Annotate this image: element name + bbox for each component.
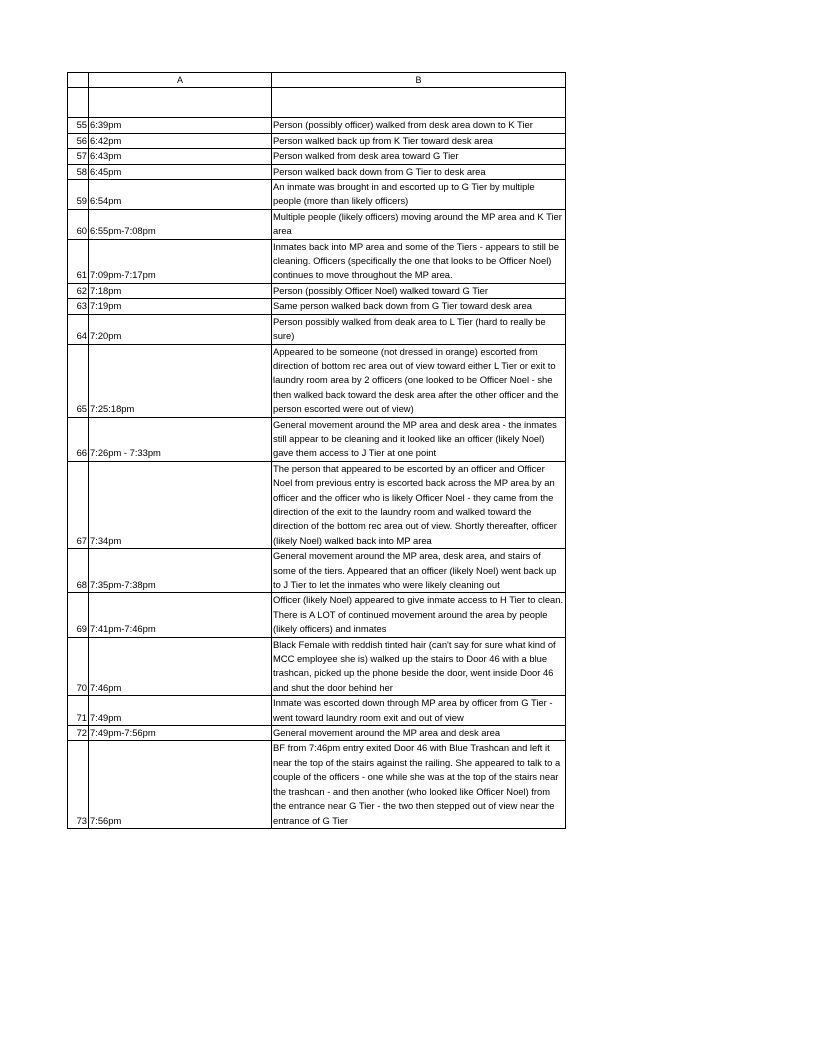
time-cell[interactable]: 7:19pm [89, 299, 272, 314]
description-cell[interactable]: Black Female with reddish tinted hair (can't say for sure what kind of MCC employee she is) walked up the stairs to Door 46 with a blue trashcan, picked up the phone beside the door, went inside Door 46 and shut the door behind her [272, 637, 566, 696]
row-number-cell[interactable]: 58 [68, 164, 89, 179]
time-cell[interactable]: 6:39pm [89, 118, 272, 133]
time-cell[interactable]: 6:42pm [89, 133, 272, 148]
row-number-cell[interactable]: 66 [68, 417, 89, 461]
table-row [68, 133, 566, 148]
time-cell[interactable]: 7:25:18pm [89, 344, 272, 417]
description-cell[interactable]: Person walked back down from G Tier to desk area [272, 164, 566, 179]
row-number-cell[interactable]: 55 [68, 118, 89, 133]
row-number-cell[interactable]: 70 [68, 637, 89, 696]
description-cell[interactable]: The person that appeared to be escorted by an officer and Officer Noel from previous entry is escorted back across the MP area by an officer and the officer who is likely Officer Noel - they came from the direction of the exit to the laundry room and walked toward the direction of the bottom rec area out of view. Shortly thereafter, officer (likely Noel) walked back into MP area [272, 461, 566, 548]
table-row [68, 149, 566, 164]
row-number-cell[interactable]: 68 [68, 549, 89, 593]
description-cell[interactable]: Person (possibly Officer Noel) walked toward G Tier [272, 283, 566, 298]
row-number-cell[interactable]: 69 [68, 593, 89, 637]
row-number-cell[interactable]: 56 [68, 133, 89, 148]
description-cell[interactable]: Inmates back into MP area and some of the Tiers - appears to still be cleaning. Officers (specifically the one that looks to be Officer Noel) continues to move throughout the MP area. [272, 239, 566, 283]
time-cell[interactable]: 7:09pm-7:17pm [89, 239, 272, 283]
row-number-cell[interactable]: 72 [68, 726, 89, 741]
description-cell[interactable]: Appeared to be someone (not dressed in orange) escorted from direction of bottom rec area out of view toward either L Tier or exit to laundry room area by 2 officers (one looked to be Officer Noel - she then walked back toward the desk area after the other officer and the person escorted were out of view) [272, 344, 566, 417]
blank-row-number[interactable] [68, 88, 89, 118]
row-number-cell[interactable]: 65 [68, 344, 89, 417]
time-cell[interactable]: 7:20pm [89, 314, 272, 344]
table-row [68, 637, 566, 696]
time-cell[interactable]: 6:55pm-7:08pm [89, 209, 272, 239]
table-row [68, 593, 566, 637]
blank-cell-a[interactable] [89, 88, 272, 118]
row-number-cell[interactable]: 71 [68, 696, 89, 726]
time-cell[interactable]: 6:43pm [89, 149, 272, 164]
description-cell[interactable]: Same person walked back down from G Tier toward desk area [272, 299, 566, 314]
row-number-cell[interactable]: 64 [68, 314, 89, 344]
table-row [68, 417, 566, 461]
table-row [68, 209, 566, 239]
description-cell[interactable]: Person walked from desk area toward G Tier [272, 149, 566, 164]
table-row [68, 299, 566, 314]
time-cell[interactable]: 6:45pm [89, 164, 272, 179]
time-cell[interactable]: 7:26pm - 7:33pm [89, 417, 272, 461]
time-cell[interactable]: 6:54pm [89, 180, 272, 210]
table-row [68, 283, 566, 298]
corner-cell[interactable] [68, 73, 89, 88]
table-row [68, 344, 566, 417]
description-cell[interactable]: BF from 7:46pm entry exited Door 46 with Blue Trashcan and left it near the top of the stairs against the railing. She appeared to talk to a couple of the officers - one while she was at the top of the stairs near the trashcan - and then another (who looked like Officer Noel) from the entrance near G Tier - the two then stepped out of view near the entrance of G Tier [272, 741, 566, 828]
table-row [68, 461, 566, 548]
table-row [68, 180, 566, 210]
time-cell[interactable]: 7:41pm-7:46pm [89, 593, 272, 637]
time-cell[interactable]: 7:46pm [89, 637, 272, 696]
blank-cell-b[interactable] [272, 88, 566, 118]
time-cell[interactable]: 7:18pm [89, 283, 272, 298]
description-cell[interactable]: Inmate was escorted down through MP area by officer from G Tier - went toward laundry room exit and out of view [272, 696, 566, 726]
row-number-cell[interactable]: 57 [68, 149, 89, 164]
row-number-cell[interactable]: 60 [68, 209, 89, 239]
time-cell[interactable]: 7:49pm-7:56pm [89, 726, 272, 741]
row-number-cell[interactable]: 73 [68, 741, 89, 828]
description-cell[interactable]: General movement around the MP area, desk area, and stairs of some of the tiers. Appeared that an officer (likely Noel) went back up to J Tier to let the inmates who were likely cleaning out [272, 549, 566, 593]
time-cell[interactable]: 7:49pm [89, 696, 272, 726]
spreadsheet-table [67, 72, 566, 829]
blank-row [68, 88, 566, 118]
table-row [68, 118, 566, 133]
column-header-a[interactable]: A [89, 73, 272, 88]
table-row [68, 314, 566, 344]
column-header-b[interactable]: B [272, 73, 566, 88]
description-cell[interactable]: Multiple people (likely officers) moving around the MP area and K Tier area [272, 209, 566, 239]
row-number-cell[interactable]: 61 [68, 239, 89, 283]
table-row [68, 164, 566, 179]
time-cell[interactable]: 7:34pm [89, 461, 272, 548]
description-cell[interactable]: Officer (likely Noel) appeared to give inmate access to H Tier to clean. There is A LOT of continued movement around the area by people (likely officers) and inmates [272, 593, 566, 637]
description-cell[interactable]: Person (possibly officer) walked from desk area down to K Tier [272, 118, 566, 133]
description-cell[interactable]: General movement around the MP area and desk area - the inmates still appear to be cleaning and it looked like an officer (likely Noel) gave them access to J Tier at one point [272, 417, 566, 461]
table-row [68, 239, 566, 283]
column-header-row [68, 73, 566, 88]
description-cell[interactable]: Person walked back up from K Tier toward desk area [272, 133, 566, 148]
table-row [68, 741, 566, 828]
table-row [68, 549, 566, 593]
row-number-cell[interactable]: 67 [68, 461, 89, 548]
time-cell[interactable]: 7:56pm [89, 741, 272, 828]
row-number-cell[interactable]: 59 [68, 180, 89, 210]
row-number-cell[interactable]: 63 [68, 299, 89, 314]
table-row [68, 726, 566, 741]
time-cell[interactable]: 7:35pm-7:38pm [89, 549, 272, 593]
description-cell[interactable]: General movement around the MP area and desk area [272, 726, 566, 741]
description-cell[interactable]: An inmate was brought in and escorted up to G Tier by multiple people (more than likely officers) [272, 180, 566, 210]
row-number-cell[interactable]: 62 [68, 283, 89, 298]
table-row [68, 696, 566, 726]
description-cell[interactable]: Person possibly walked from deak area to L Tier (hard to really be sure) [272, 314, 566, 344]
